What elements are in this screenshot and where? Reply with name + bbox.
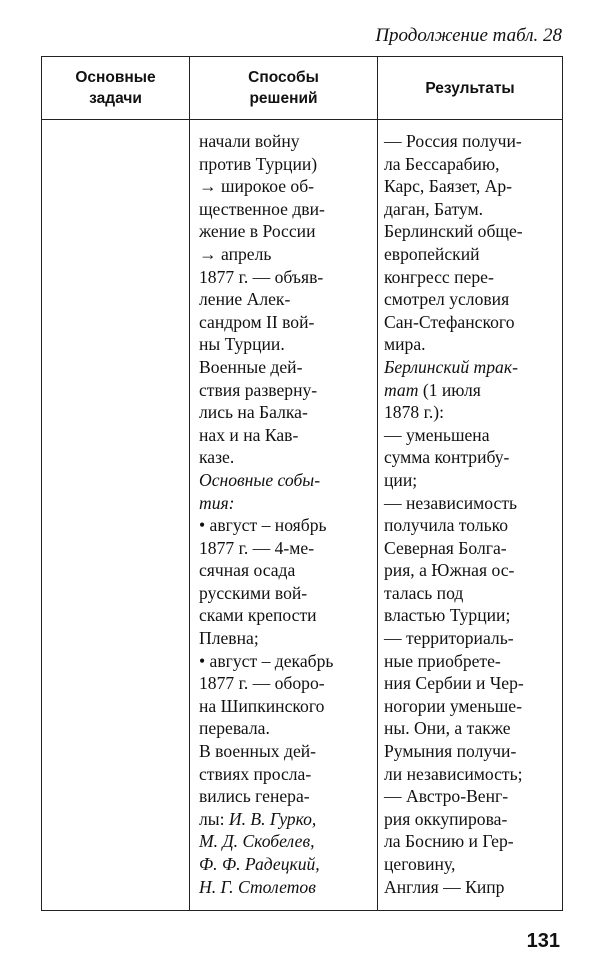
text-line: на Шипкинского <box>199 695 325 716</box>
methods-cell-text <box>190 120 377 898</box>
continuation-table <box>41 56 563 911</box>
text-line: тия: <box>199 492 235 513</box>
text-line: Карс, Баязет, Ар- <box>384 176 513 197</box>
text-line: Плевна; <box>199 628 259 649</box>
text-line: перевала. <box>199 718 270 739</box>
text-line: сками крепости <box>199 605 317 626</box>
text-line: Н. Г. Столетов <box>199 876 316 897</box>
table-caption: Продолжение табл. 28 <box>375 25 562 46</box>
text-line: — территориаль- <box>384 628 514 649</box>
text-line: — Россия получи- <box>384 131 522 151</box>
text-line: европейский <box>384 243 480 264</box>
text-line: ногории уменьше- <box>384 695 522 716</box>
text-line: → апрель <box>199 243 272 264</box>
text-line: русскими вой- <box>199 582 308 603</box>
text-line: ствия разверну- <box>199 379 318 400</box>
text-line: • август – ноябрь <box>199 515 327 536</box>
text-line: сумма контрибу- <box>384 447 510 468</box>
text-line: ции; <box>384 469 418 490</box>
tasks-cell <box>42 120 190 911</box>
text-line: Военные дей- <box>199 356 303 377</box>
text-line: щественное дви- <box>199 198 325 219</box>
text-line: ла Бессарабию, <box>384 153 500 174</box>
header-row <box>42 57 563 120</box>
text-line: 1877 г. — 4-ме- <box>199 537 315 558</box>
header-tasks-line: задачи <box>89 90 142 107</box>
text-line: лы: И. В. Гурко, <box>199 808 317 829</box>
text-line: нах и на Кав- <box>199 424 299 445</box>
header-methods <box>190 57 378 120</box>
text-line: ные приобрете- <box>384 650 501 671</box>
text-line: Сан-Стефанского <box>384 311 515 332</box>
text-line: Берлинский трак- <box>384 356 518 377</box>
text-line: → широкое об- <box>199 176 315 197</box>
text-line: 1877 г. — оборо- <box>199 673 325 694</box>
text-line: тат (1 июля <box>384 379 481 400</box>
text-line: — уменьшена <box>384 424 490 445</box>
text-line: рия оккупирова- <box>384 808 508 829</box>
text-line: талась под <box>384 582 464 603</box>
general-name: И. В. Гурко, <box>228 808 317 829</box>
text-line: против Турции) <box>199 153 318 174</box>
text-line: казе. <box>199 447 235 468</box>
text-line: Берлинский обще- <box>384 221 523 242</box>
text-line: ли независимость; <box>384 763 523 784</box>
table-row <box>42 120 563 911</box>
text-line: мира. <box>384 334 426 355</box>
text-line: ния Сербии и Чер- <box>384 673 524 694</box>
treaty-word: тат <box>384 379 419 400</box>
text-line: Северная Болга- <box>384 537 507 558</box>
text-line: 1878 г.): <box>384 402 444 423</box>
header-tasks-line: Основные <box>75 69 156 86</box>
text-line: М. Д. Скобелев, <box>199 831 315 852</box>
text-line: рия, а Южная ос- <box>384 560 515 581</box>
text-line: 1877 г. — объяв- <box>199 266 324 287</box>
text-line: ла Боснию и Гер- <box>384 831 514 852</box>
header-methods-line: Способы <box>248 69 319 86</box>
tasks-cell-text <box>42 120 189 130</box>
text-line: ны Турции. <box>199 334 285 355</box>
text-line: В военных дей- <box>199 741 317 762</box>
header-results <box>378 57 563 120</box>
header-tasks <box>42 57 190 120</box>
methods-cell <box>190 120 378 911</box>
results-cell <box>378 120 563 911</box>
text-line: смотрел условия <box>384 289 510 310</box>
text-line: жение в России <box>199 221 316 242</box>
text-line: сячная осада <box>199 560 296 581</box>
text-line: • август – декабрь <box>199 650 334 671</box>
header-results-line: Результаты <box>425 79 515 97</box>
text-line: — Австро-Венг- <box>384 786 509 807</box>
results-cell-text <box>378 120 562 898</box>
text-line: получила только <box>384 515 509 536</box>
text-line: лись на Балка- <box>199 402 308 423</box>
text-line: Основные собы- <box>199 469 321 490</box>
text-line: начали войну <box>199 131 300 151</box>
text-line: ствиях просла- <box>199 763 312 784</box>
text-line: конгресс пере- <box>384 266 494 287</box>
text-line: сандром II вой- <box>199 311 315 332</box>
text-line: цеговину, <box>384 854 456 874</box>
text-line: — независимость <box>384 492 518 513</box>
text-line: Румыния получи- <box>384 741 517 762</box>
page-number: 131 <box>526 930 560 952</box>
text-line: даган, Батум. <box>384 198 484 219</box>
text-line: вились генера- <box>199 786 310 807</box>
header-methods-line: решений <box>249 90 318 107</box>
text-line: ны. Они, а также <box>384 718 511 739</box>
text-line: Ф. Ф. Радецкий, <box>199 854 320 874</box>
text-line: Англия — Кипр <box>384 876 505 897</box>
text-line: властью Турции; <box>384 605 511 626</box>
text-line: ление Алек- <box>199 289 291 310</box>
